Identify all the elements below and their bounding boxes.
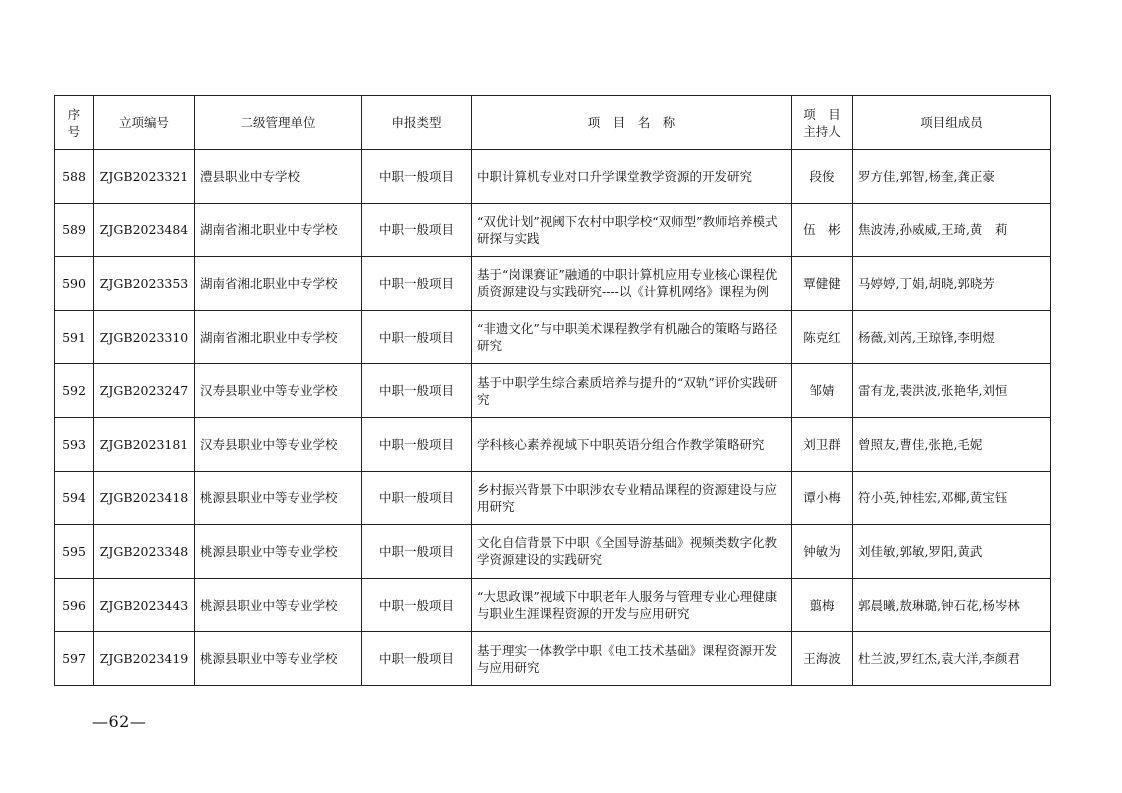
cell-members: 郭晨曦,敖琳璐,钟石花,杨岑林 (853, 578, 1051, 632)
header-name: 项 目 名 称 (472, 96, 792, 150)
table-row (55, 150, 1051, 204)
cell-unit: 汉寿县职业中等专业学校 (195, 364, 362, 418)
header-row (55, 96, 1051, 150)
table-header (55, 96, 1051, 150)
header-seq-line2: 号 (67, 123, 81, 139)
cell-type: 中职一般项目 (362, 203, 472, 257)
header-seq-line1: 序 (67, 106, 81, 122)
cell-seq: 593 (55, 417, 94, 471)
cell-seq: 589 (55, 203, 94, 257)
cell-members: 罗方佳,郭智,杨奎,龚正豪 (853, 150, 1051, 204)
cell-seq: 590 (55, 257, 94, 311)
cell-project-name: 文化自信背景下中职《全国导游基础》视频类数字化教学资源建设的实践研究 (472, 525, 792, 579)
cell-seq: 591 (55, 310, 94, 364)
cell-seq: 588 (55, 150, 94, 204)
table-row (55, 203, 1051, 257)
table-row (55, 471, 1051, 525)
cell-host: 伍 彬 (792, 203, 853, 257)
cell-unit: 桃源县职业中等专业学校 (195, 632, 362, 686)
cell-type: 中职一般项目 (362, 471, 472, 525)
cell-members: 刘佳敏,郭敏,罗阳,黄武 (853, 525, 1051, 579)
cell-seq: 592 (55, 364, 94, 418)
cell-project-name: 基于理实一体教学中职《电工技术基础》课程资源开发与应用研究 (472, 632, 792, 686)
table-row (55, 257, 1051, 311)
header-type: 申报类型 (362, 96, 472, 150)
cell-host: 刘卫群 (792, 417, 853, 471)
table-row (55, 417, 1051, 471)
cell-code: ZJGB2023443 (94, 578, 195, 632)
cell-project-name: “双优计划”视阈下农村中职学校“双师型”教师培养模式研探与实践 (472, 203, 792, 257)
cell-code: ZJGB2023353 (94, 257, 195, 311)
cell-host: 覃健健 (792, 257, 853, 311)
cell-type: 中职一般项目 (362, 310, 472, 364)
cell-project-name: 中职计算机专业对口升学课堂教学资源的开发研究 (472, 150, 792, 204)
cell-members: 杜兰波,罗红杰,袁大洋,李颜君 (853, 632, 1051, 686)
cell-unit: 澧县职业中专学校 (195, 150, 362, 204)
page-number: —62— (92, 712, 147, 731)
cell-code: ZJGB2023321 (94, 150, 195, 204)
cell-unit: 桃源县职业中等专业学校 (195, 471, 362, 525)
cell-members: 马婷婷,丁娟,胡晓,郭晓芳 (853, 257, 1051, 311)
cell-host: 段俊 (792, 150, 853, 204)
cell-seq: 596 (55, 578, 94, 632)
cell-members: 符小英,钟桂宏,邓椰,黄宝钰 (853, 471, 1051, 525)
cell-unit: 湖南省湘北职业中专学校 (195, 310, 362, 364)
cell-host: 陈克红 (792, 310, 853, 364)
cell-type: 中职一般项目 (362, 417, 472, 471)
cell-type: 中职一般项目 (362, 150, 472, 204)
cell-project-name: 基于“岗课赛证”融通的中职计算机应用专业核心课程优质资源建设与实践研究----以《计算机网络》课程为例 (472, 257, 792, 311)
header-unit: 二级管理单位 (195, 96, 362, 150)
cell-code: ZJGB2023419 (94, 632, 195, 686)
cell-code: ZJGB2023310 (94, 310, 195, 364)
cell-code: ZJGB2023484 (94, 203, 195, 257)
cell-host: 王海波 (792, 632, 853, 686)
cell-unit: 湖南省湘北职业中专学校 (195, 257, 362, 311)
table-row (55, 364, 1051, 418)
cell-seq: 594 (55, 471, 94, 525)
cell-unit: 汉寿县职业中等专业学校 (195, 417, 362, 471)
cell-members: 雷有龙,裴洪波,张艳华,刘恒 (853, 364, 1051, 418)
cell-type: 中职一般项目 (362, 257, 472, 311)
header-seq (55, 96, 94, 150)
cell-host: 邹婧 (792, 364, 853, 418)
cell-host: 钟敏为 (792, 525, 853, 579)
cell-project-name: “大思政课”视域下中职老年人服务与管理专业心理健康与职业生涯课程资源的开发与应用研究 (472, 578, 792, 632)
cell-host: 翦梅 (792, 578, 853, 632)
table-row (55, 632, 1051, 686)
cell-host: 谭小梅 (792, 471, 853, 525)
cell-seq: 597 (55, 632, 94, 686)
cell-code: ZJGB2023418 (94, 471, 195, 525)
table-row (55, 525, 1051, 579)
cell-type: 中职一般项目 (362, 525, 472, 579)
cell-project-name: 基于中职学生综合素质培养与提升的“双轨”评价实践研究 (472, 364, 792, 418)
cell-code: ZJGB2023247 (94, 364, 195, 418)
cell-unit: 湖南省湘北职业中专学校 (195, 203, 362, 257)
cell-unit: 桃源县职业中等专业学校 (195, 578, 362, 632)
cell-members: 焦波涛,孙威威,王琦,黄 莉 (853, 203, 1051, 257)
cell-project-name: “非遗文化”与中职美术课程教学有机融合的策略与路径研究 (472, 310, 792, 364)
cell-type: 中职一般项目 (362, 578, 472, 632)
header-host-line1: 项 目 (803, 106, 841, 122)
cell-type: 中职一般项目 (362, 364, 472, 418)
cell-code: ZJGB2023348 (94, 525, 195, 579)
project-table (54, 95, 1051, 686)
cell-project-name: 乡村振兴背景下中职涉农专业精品课程的资源建设与应用研究 (472, 471, 792, 525)
header-code: 立项编号 (94, 96, 195, 150)
cell-type: 中职一般项目 (362, 632, 472, 686)
cell-project-name: 学科核心素养视域下中职英语分组合作教学策略研究 (472, 417, 792, 471)
cell-code: ZJGB2023181 (94, 417, 195, 471)
table-row (55, 578, 1051, 632)
cell-members: 杨薇,刘芮,王琼锋,李明煜 (853, 310, 1051, 364)
table-row (55, 310, 1051, 364)
table-body (55, 150, 1051, 686)
header-host-line2: 主持人 (803, 123, 841, 139)
cell-seq: 595 (55, 525, 94, 579)
cell-members: 曾照友,曹佳,张艳,毛妮 (853, 417, 1051, 471)
cell-unit: 桃源县职业中等专业学校 (195, 525, 362, 579)
header-members: 项目组成员 (853, 96, 1051, 150)
header-host (792, 96, 853, 150)
